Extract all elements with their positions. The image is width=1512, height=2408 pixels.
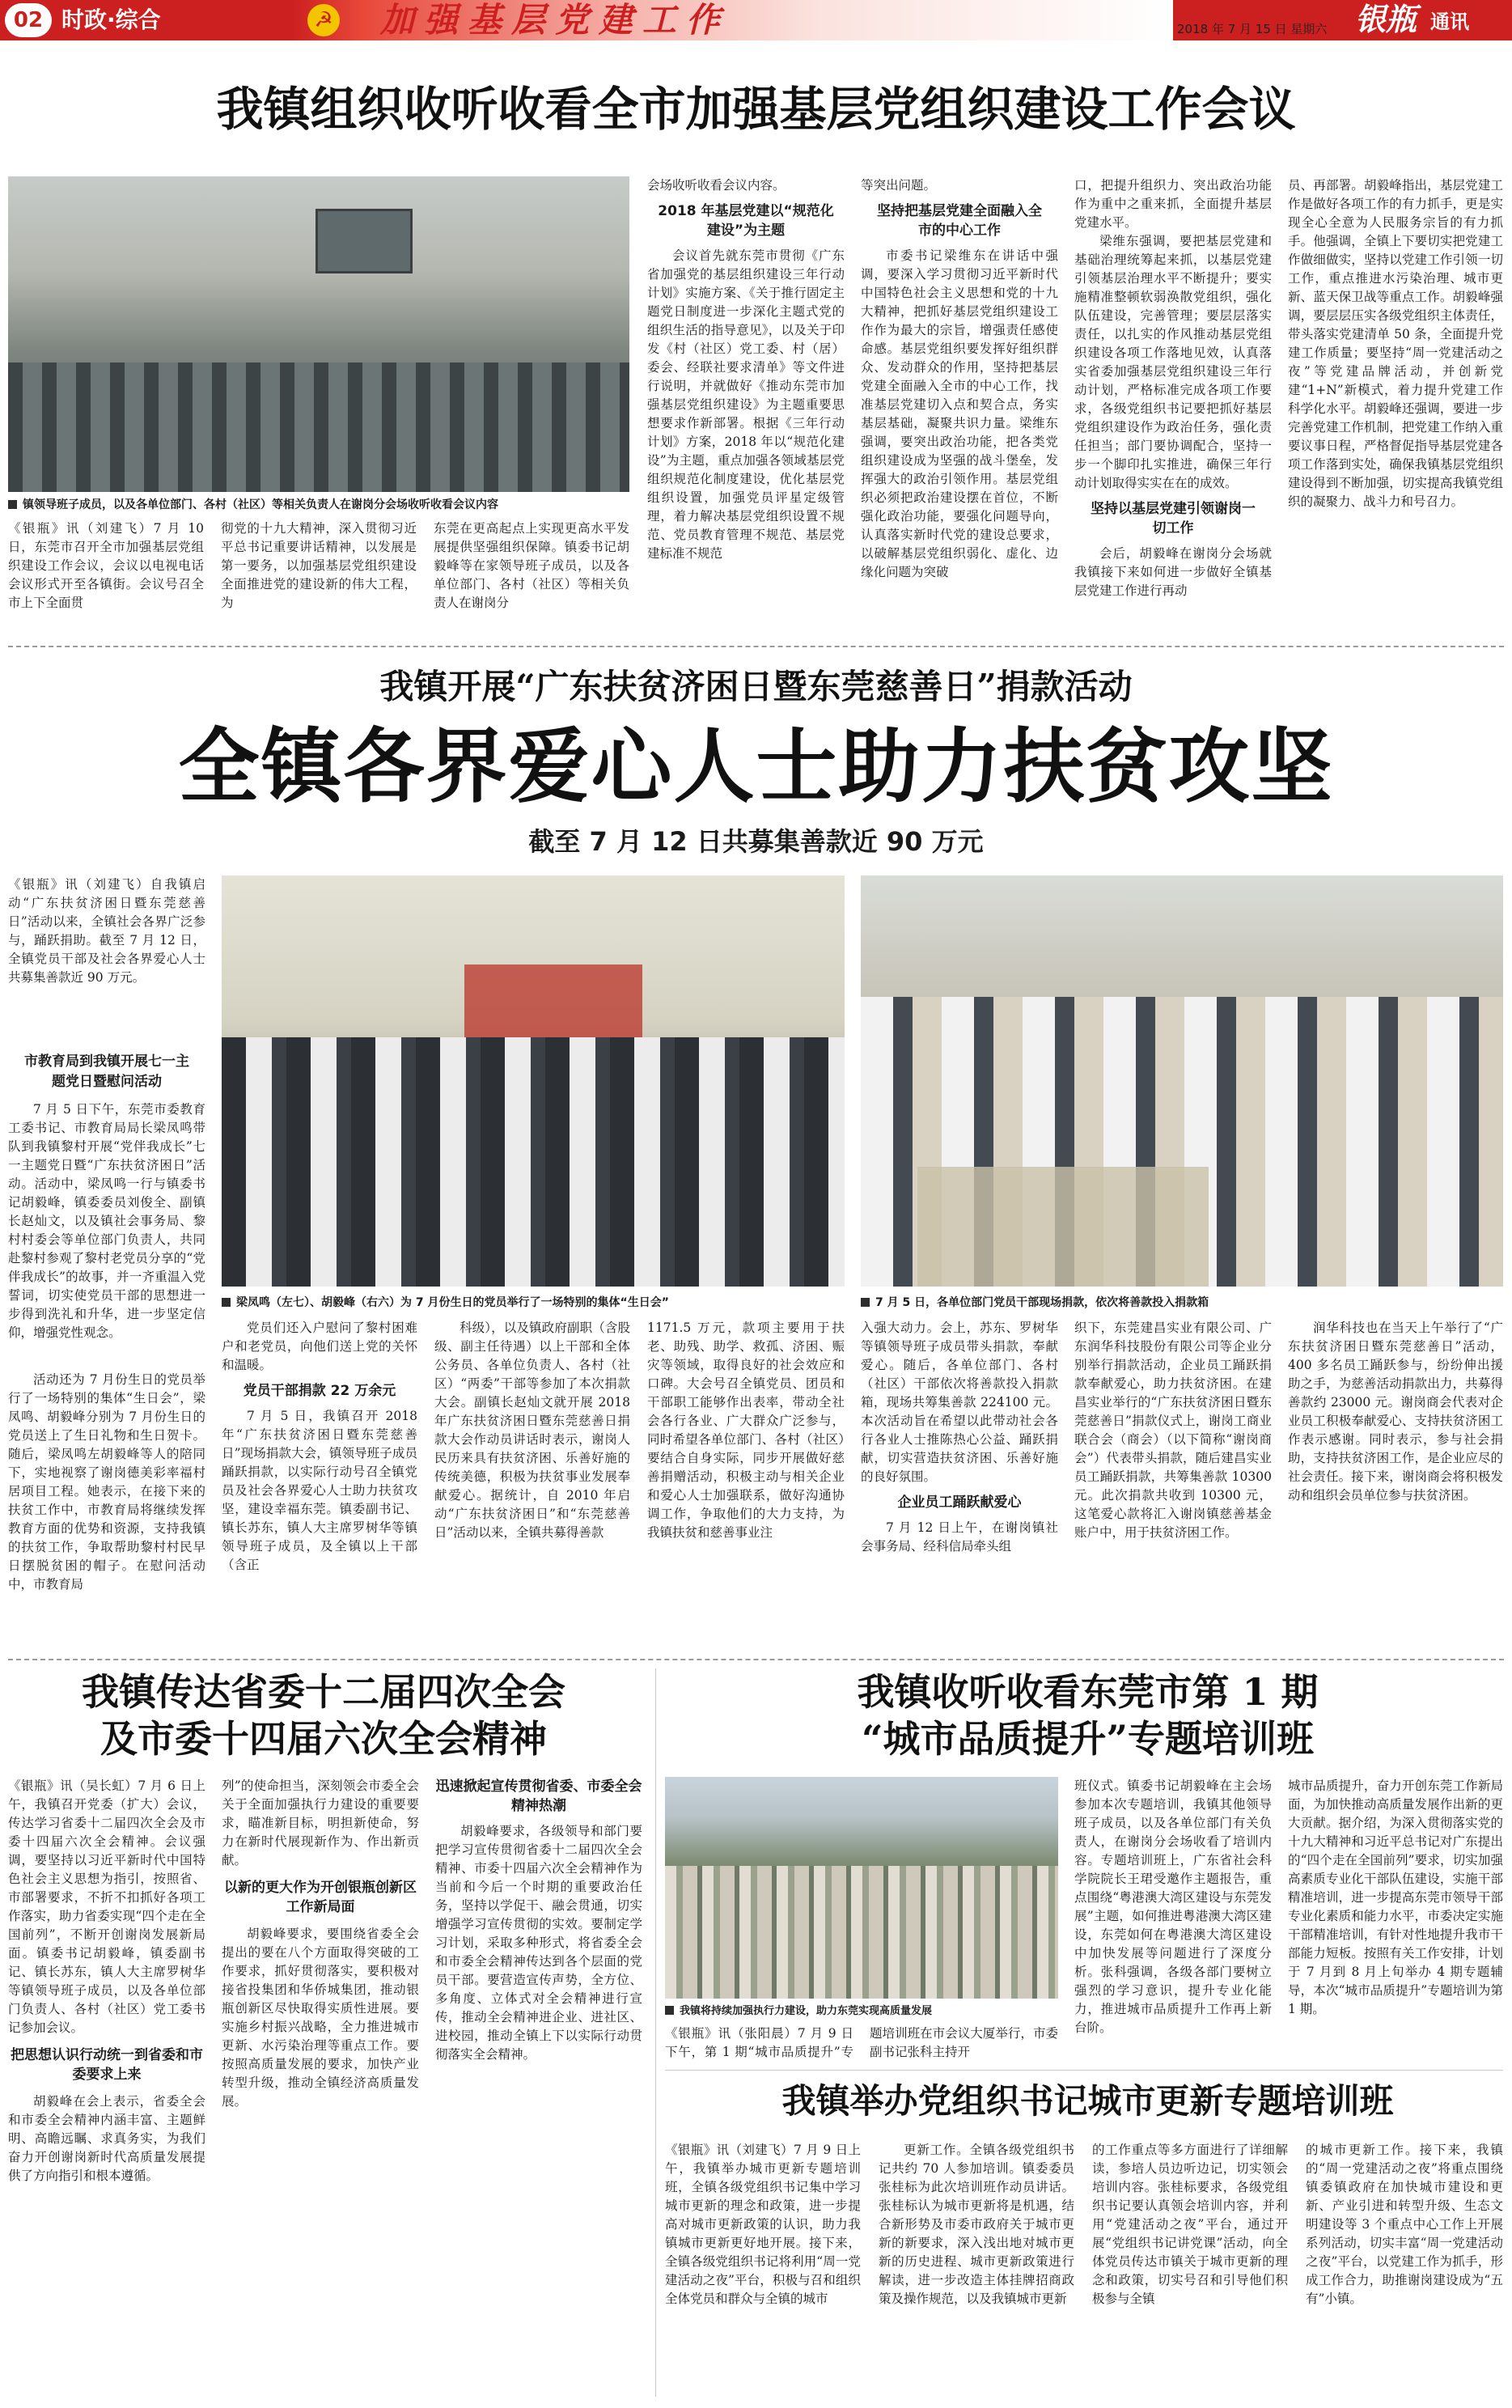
article-4-col-a: 《银瓶》讯（张阳晨）7 月 9 日下午，第 1 期“城市品质提升”专题培训班在市会议大厦举行，市委副书记张科主持开 [665,2026,1058,2059]
col-6-body-1: 梁维东强调，要把基层党建和基础治理统筹起来抓，以基层党建引领基层治理水平不断提升；要实施精准整顿软弱涣散党组织，强化队伍建设，完善管理；要层层落实责任，以扎实的作风推动基层党组织建设各项工作落地见效，认真落实省委加强基层党组织建设三年行动计划，严格标准完成各项工作要求，各级党组织书记要把抓好基层党组织建设作为政治任务，强化责任担当；部门要协调配合，坚持一步一个脚印扎实推进，确保三年行动计划取得实实在在的成效。 [1074,234,1272,490]
col-5-body: 市委书记梁维东在讲话中强调，要深入学习贯彻习近平新时代中国特色社会主义思想和党的十九大精神，把抓好基层党组织建设工作作为最大的宗旨，增强责任感使命感。基层党组织要发挥好组织群众、发动群众的作用，坚持把基层党建全面融入全市的中心工作，找准基层党建切入点和契合点，务实基层基础，凝聚共识力量。梁维东强调，要突出政治功能，把各类党组织建设成为坚强的战斗堡垒，发挥强大的政治引领作用。基层党组织必须把政治建设摆在首位，不断强化政治功能，要强化问题导向，认真落实新时代党的建设总要求，以破解基层党组织弱化、虚化、边缘化问题为突破 [861,248,1058,579]
article-2-col-7: 润华科技也在当天上午举行了“广东扶贫济困日暨东莞慈善日”活动，400 多名员工踊跃参与，纷纷伸出援助之手，为慈善活动捐款出力，共募得善款约 23000 元。谢岗商会代表对企业员工积极奉献爱心、支持扶贫济困工作表示感谢。同时表示，参与社会捐助，支持扶贫济困工作，是企业应尽的社会责任。接下来，谢岗商会将积极发动和组织会员单位参与扶贫济困。 [1288,1321,1503,1503]
article-2-col-6: 织下，东莞建昌实业有限公司、广东润华科技股份有限公司等企业分别举行捐款活动，企业员工踊跃捐款奉献爱心，助力扶贫济困。在建昌实业举行的“广东扶贫济困日暨东莞慈善日”捐款仪式上，谢岗工商业联合会（商会）（以下简称“谢岗商会”）代表带头捐款，随后建昌实业员工踊跃捐款，共筹集善款 10300 元。此次捐款共收到 10300 元，这笔爱心款将汇入谢岗镇慈善基金账户中，用于扶贫济困工作。 [1074,1321,1272,1540]
col-5-tail: 7 月 12 日上午，在谢岗镇社会事务局、经科信局牵头组 [861,1520,1058,1554]
article-3-headline-line-2: 及市委十四届六次全会精神 [100,1717,547,1761]
divider-3 [665,2070,1503,2071]
masthead [0,0,1512,40]
subhead-publicity-wave: 迅速掀起宣传贯彻省委、市委全会精神热潮 [435,1778,642,1814]
article-1-col-1: 《银瓶》讯（刘建飞）7 月 10 日，东莞市召开全市加强基层党组织建设工作会议，会议以电视电话会议形式开至各镇街。会议号召全市上下全面贯 [8,521,204,610]
subhead-2018-theme: 2018 年基层党建以“规范化建设”为主题 [658,203,834,239]
brand-suffix: 通讯 [1430,11,1469,33]
article-2-col-5 [861,1319,1058,1649]
col-2-lead: 党员们还入户慰问了黎村困难户和老党员，向他们送上党的关怀和温暖。 [222,1321,417,1372]
article-2-lead: 《银瓶》讯（刘建飞）自我镇启动“广东扶贫济困日暨东莞慈善日”活动以来，全镇社会各界广泛参与，踊跃捐助。截至 7 月 12 日，全镇党员干部及社会各界爱心人士共募集善款近 90 万元。 [8,877,205,985]
article-2-subhead: 截至 7 月 12 日共募集善款近 90 万元 [528,826,984,857]
article-5-headline: 我镇举办党组织书记城市更新专题培训班 [781,2081,1394,2121]
col-1-tail: 胡毅峰在会上表示，省委全会和市委全会精神内涵丰富、主题鲜明、高瞻远瞩、求真务实，为我们奋力开创谢岗新时代高质量发展提供了方向指引和根本遵循。 [8,2094,205,2183]
subhead-lead-all-work: 坚持以基层党建引领谢岗一切工作 [1091,501,1256,536]
issue-date: 2018 年 7 月 15 日 星期六 [1177,22,1328,36]
article-5-col-3: 的工作重点等多方面进行了详细解读，参培人员边听边记，切实领会培训内容。张桂标要求，各级党组织书记要认真领会培训内容，并利用“党建活动之夜”平台，通过开展“党组织书记讲党课”活动，向全体党员传达市镇关于城市更新的理念和政策，切实号召和引导他们积极参与全镇 [1092,2143,1288,2306]
col-4-body: 会议首先就东莞市贯彻《广东省加强党的基层组织建设三年行动计划》实施方案、《关于推行固定主题党日制度进一步深化主题式党的组织生活的指导意见》，以及关于印发《村（社区）党工委、村（居）委会、经联社要求清单》等文件进行说明，并就做好《推动东莞市加强基层党组织建设》为主题重要思想要求作新部署。根据《三年行动计划》方案，2018 年以“规范化建设”为主题，重点加强各领域基层党组织规范化制度建设，优化基层党组织设置，加强党员评星定级管理，着力解决基层党组织设置不规范、党员教育管理不规范、基层党建标准不规范 [647,248,845,561]
article-1-col-6 [1074,176,1272,633]
subhead-enterprise-donation: 企业员工踊跃献爱心 [897,1494,1022,1511]
article-4-col-b: 班仪式。镇委书记胡毅峰在主会场参加本次专题培训，我镇其他领导班子成员，以及各单位部门有关负责人，在谢岗分会场收看了培训内容。专题培训班上，广东省社会科学院院长王珺受邀作主题报告，重点围绕“粤港澳大湾区建设与东莞发展”主题，如何推进粤港澳大湾区建设，东莞如何在粤港澳大湾区建设中加快发展等问题进行了深度分析。张科强调，各级各部门要树立强烈的学习意识，提升专业化能力，推进城市品质提升工作再上新台阶。 [1074,1778,1272,2035]
article-2-col-2 [222,1319,417,1649]
birthday-party-photo [222,875,845,1287]
article-1-col-3: 东莞在更高起点上实现更高水平发展提供坚强组织保障。镇委书记胡毅峰等在家领导班子成员，以及各单位部门、各村（社区）等相关负责人在谢岗分 [434,521,629,610]
article-3-col-2 [222,1777,419,2400]
article-2-col-3: 科级），以及镇政府副职（含股级、副主任待遇）以上干部和全体公务员、各单位负责人、各村（社区）“两委”干部等参加了本次捐款大会。副镇长赵灿文就开展 2018 年广东扶贫济困日暨东莞慈善日捐款大会作动员讲话时表示，谢岗人民历来具有扶贫济困、乐善好施的传统美德，积极为扶贫事业发展奉献爱心。据统计，自 2010 年启动“广东扶贫济困日”和“东莞慈善日”活动以来，全镇共募得善款 [434,1321,630,1540]
donation-photo [861,875,1503,1287]
city-aerial-photo [665,1777,1058,1999]
col-4-lead: 会场收听收看会议内容。 [647,178,786,193]
section-title: 时政·综合 [61,6,161,33]
col-6-body-2: 会后，胡毅峰在谢岗分会场就我镇接下来如何进一步做好全镇基层党建工作进行再动 [1074,546,1272,598]
article-5-col-1: 《银瓶》讯（刘建飞）7 月 9 日上午，我镇举办城市更新专题培训班，全镇各级党组织书记集中学习城市更新的理念和政策，进一步提高对城市更新政策的认识，助力我镇城市更新更好地开展。接下来，全镇各级党组织书记将利用“周一党建活动之夜”平台，积极与召和组织全体党员和群众与全镇的城市 [665,2143,861,2306]
article-2-col-1: 活动还为 7 月份生日的党员举行了一场特别的集体“生日会”，梁凤鸣、胡毅峰分别为 7 月份生日的党员送上了生日礼物和生日贺卡。随后，梁凤鸣左胡毅峰等人的陪同下，实地视察了谢岗德美彩率福村居项目工程。她表示，在接下来的扶贫工作中，市教育局将继续发挥教育方面的优势和资源，支持我镇的扶贫工作，争取帮助黎村村民早日摆脱贫困的帽子。在慰问活动中，市教育局 [8,1372,205,1592]
article-1-headline: 我镇组织收听收看全市加强基层党组织建设工作会议 [216,82,1296,137]
article-1-photo-caption: 镇领导班子成员，以及各单位部门、各村（社区）等相关负责人在谢岗分会场收听收看会议内容 [8,497,629,513]
article-4-headline-line-2: “城市品质提升”专题培训班 [862,1717,1314,1761]
article-2-left-body: 7 月 5 日下午，东莞市委教育工委书记、市教育局局长梁凤鸣带队到我镇黎村开展“党伴我成长”七一主题党日暨“广东扶贫济困日”活动。活动中，梁凤鸣一行与镇委书记胡毅峰，镇委委员刘俊全、副镇长赵灿文，以及镇社会事务局、黎村村委会等单位部门负责人，共同赴黎村参观了黎村老党员分享的“党伴我成长”的故事，并一齐重温入党誓词，切实使党员干部的思想进一步得到洗礼和升华，进一步坚定信仰，增强党性观念。 [8,1102,205,1340]
article-1-col-5 [861,176,1058,633]
party-emblem-icon: ☭ [307,4,340,36]
col-5-body: 入强大动力。会上，苏东、罗树华等镇领导班子成员带头捐款，奉献爱心。随后，各单位部门、各村（社区）干部依次将善款投入捐款箱，现场共筹集善款 224100 元。本次活动旨在希望以此带动社会各行各业人士推陈热心公益、踊跃捐献，切实营造扶贫济困、乐善好施的良好氛围。 [861,1321,1058,1484]
divider-2 [8,1659,1504,1660]
article-4-col-c: 城市品质提升，奋力开创东莞工作新局面，为加快推动高质量发展作出新的更大贡献。据介绍，为深入贯彻落实党的十九大精神和习近平总书记对广东提出的“四个走在全国前列”要求，切实加强高素质专业化干部队伍建设，实施干部精准培训，进一步提高东莞市领导干部专业化素质和能力水平，市委决定实施干部精准培训，有针对性地提升我市干部能力短板。按照有关工作安排，计划于 7 月到 8 月上旬举办 4 期专题辅导，本次“城市品质提升”专题培训为第 1 期。 [1288,1778,1503,2016]
subhead-education-visit: 市教育局到我镇开展七一主题党日暨慰问活动 [24,1054,189,1090]
donation-photo-caption: 7 月 5 日，各单位部门党员干部现场捐款，依次将善款投入捐款箱 [861,1295,1503,1311]
article-3-col-3 [435,1777,642,2400]
subhead-cadre-donation: 党员干部捐款 22 万余元 [243,1383,396,1399]
article-2-kicker: 我镇开展“广东扶贫济困日暨东莞慈善日”捐款活动 [379,667,1133,706]
article-3-col-1 [8,1777,205,2400]
col-3-body: 胡毅峰要求，各级领导和部门要把学习宣传贯彻省委十二届四次全会精神、市委十四届六次全会精神作为当前和今后一个时期的重要政治任务，坚持以学促干、融会贯通，切实增强学习宣传贯彻的实效。要制定学习计划，采取多种形式，将省委全会和市委全会精神传达到各个层面的党员干部。要营造宣传声势，全方位、多角度、立体式对全会精神进行宣传，推动全会精神进企业、进社区、进校园，推动全镇上下以实际行动贯彻落实全会精神。 [435,1824,642,2062]
col-2-body: 胡毅峰要求，要围绕省委全会提出的要在八个方面取得突破的工作要求，抓好贯彻落实，要积极对接省投集团和华侨城集团，推动银瓶创新区尽快取得实质性进展。要实施乡村振兴战略，全力推进城市更新、水污染治理等重点工作。要按照高质量发展的要求，加快产业转型升级，推动全镇经济高质量发展。 [222,1927,419,2109]
article-5-col-2: 更新工作。全镇各级党组织书记共约 70 人参加培训。镇委委员张桂标为此次培训班作动员讲话。张桂标认为城市更新将是机遇，结合新形势及市委市政府关于城市更新的新要求，深入浅出地对城市更新的历史进程、城市更新政策进行解读，进一步改造主体挂牌招商政策及操作规范，以及我镇城市更新 [879,2143,1074,2306]
article-1-col-2: 彻党的十九大精神，深入贯彻习近平总书记重要讲话精神，以发展是第一要务，以加强基层党组织建设全面推进党的建设新的伟大工程，为 [221,521,417,610]
subhead-new-achievements: 以新的更大作为开创银瓶创新区工作新局面 [224,1880,417,1915]
banner-title: 加强基层党建工作 [380,0,731,40]
subhead-unify-thinking: 把思想认识行动统一到省委和市委要求上来 [11,2047,203,2083]
subhead-integrate-center: 坚持把基层党建全面融入全市的中心工作 [877,203,1042,239]
article-3-headline-line-1: 我镇传达省委十二届四次全会 [82,1670,565,1714]
article-2-headline: 全镇各界爱心人士助力扶贫攻坚 [178,719,1334,814]
article-5-col-4: 的城市更新工作。接下来，我镇的“周一党建活动之夜”将重点围绕镇委镇政府在加快城市建设和更新、产业引进和转型升级、生态文明建设等 3 个重点中心工作上开展系列活动，切实丰富“周一党建活动之夜”平台，以党建工作为抓手，形成工作合力，助推谢岗建设成为“五有”小镇。 [1306,2143,1503,2306]
article-2-col-4: 1171.5 万元，款项主要用于扶老、助残、助学、救孤、济困、赈灾等领域，取得良好的社会效应和口碑。大会号召全镇党员、团员和干部职工能够作出表率，带动全社会各行各业、广大群众广泛参与，同时希望各单位部门、各村（社区）要结合自身实际，同步开展做好慈善捐赠活动，积极主动与相关企业和爱心人士加强联系，做好沟通协调工作，争取他们的大力支持，为我镇扶贫和慈善事业注 [647,1321,845,1540]
city-photo-caption: 我镇将持续加强执行力建设，助力东莞实现高质量发展 [665,2003,1058,2020]
brand-name: 银瓶 [1355,1,1417,37]
meeting-room-photo [8,176,629,492]
article-1-col-7: 员、再部署。胡毅峰指出，基层党建工作是做好各项工作的有力抓手，更是实现全心全意为人民服务宗旨的有力抓手。他强调，全镇上下要切实把党建工作做细做实，坚持以党建工作引领一切工作，重点推进水污染治理、城市更新、蓝天保卫战等重点工作。胡毅峰强调，要层层压实各级党组织主体责任，带头落实党建清单 50 条，全面提升党建工作质量；要坚持“周一党建活动之夜”等党建品牌活动，并创新党建“1+N”新模式，着力提升党建工作科学化水平。胡毅峰还强调，要进一步完善党建工作机制，把党建工作纳入重要议事日程，严格督促指导基层党建各项工作落到实处，确保我镇基层党组织建设得到不断加强，切实提高我镇党组织的凝聚力、战斗力和号召力。 [1288,178,1503,509]
col-2-body: 7 月 5 日，我镇召开 2018 年“广东扶贫济困日暨东莞慈善日”现场捐款大会，镇领导班子成员踊跃捐款，以实际行动号召全镇党员及社会各界爱心人士助力扶贫攻坚，建设幸福东莞。镇委副书记、镇长苏东，镇人大主席罗树华等镇领导班子成员，及全镇以上干部（含正 [222,1409,417,1572]
col-6-lead: 口，把提升组织力、突出政治功能作为重中之重来抓，全面提升基层党建水平。 [1074,178,1272,230]
birthday-photo-caption: 梁凤鸣（左七）、胡毅峰（右六）为 7 月份生日的党员举行了一场特别的集体“生日会” [222,1295,845,1311]
article-1-col-4 [647,176,845,633]
col-5-lead: 等突出问题。 [861,178,937,193]
col-1-body: 《银瓶》讯（吴长虹）7 月 6 日上午，我镇召开党委（扩大）会议，传达学习省委十二届四次全会及市委十四届六次全会精神。会议强调，要坚持以习近平新时代中国特色社会主义思想为指引，按照省、市部署要求，不折不扣抓好各项工作落实，助力省委实现“四个走在全国前列”，不断开创谢岗发展新局面。镇委书记胡毅峰，镇委副书记、镇长苏东，镇人大主席罗树华等镇领导班子成员，以及各单位部门负责人、各村（社区）党工委书记参加会议。 [8,1778,205,2035]
column-rule [655,1668,656,2397]
page-number-badge: 02 [5,3,52,37]
col-2-lead: 列”的使命担当，深刻领会市委全会关于全面加强执行力建设的重要要求，瞄准新目标，明担新使命，努力在新时代展现新作为、作出新贡献。 [222,1778,419,1867]
divider-1 [8,646,1504,647]
article-4-headline-line-1: 我镇收听收看东莞市第 1 期 [857,1670,1319,1714]
